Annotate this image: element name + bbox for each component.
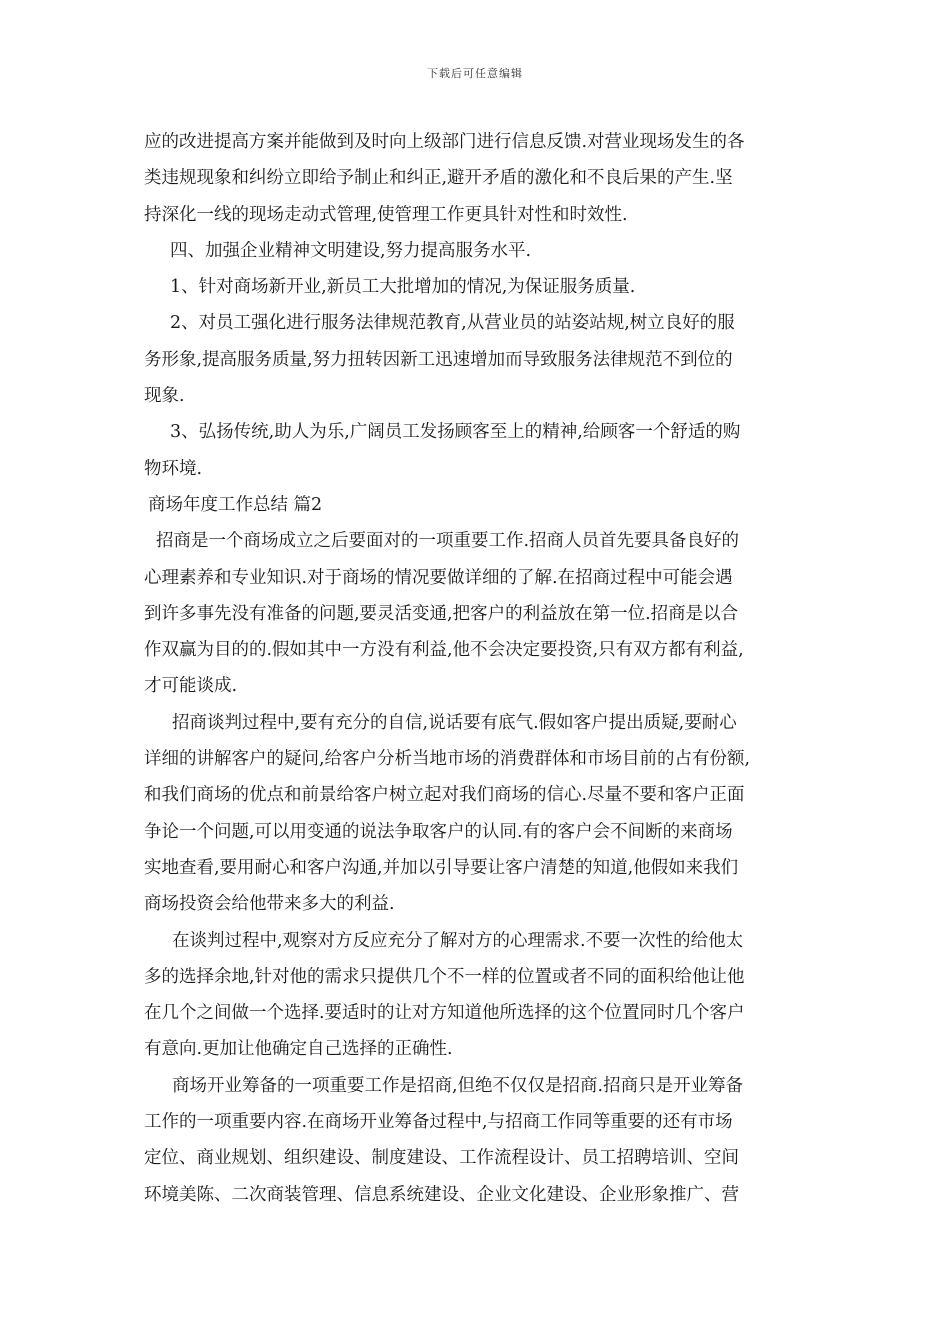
text-line: 类违规现象和纠纷立即给予制止和纠正,避开矛盾的激化和不良后果的产生.坚 <box>144 168 733 189</box>
list-item: 3、弘扬传统,助人为乐,广阔员工发扬顾客至上的精神,给顾客一个舒适的购 <box>170 422 741 443</box>
list-item: 1、针对商场新开业,新员工大批增加的情况,为保证服务质量. <box>170 277 636 298</box>
section-heading: 四、加强企业精神文明建设,努力提高服务水平. <box>170 240 532 261</box>
text-line: 应的改进提高方案并能做到及时向上级部门进行信息反馈.对营业现场发生的各 <box>144 132 745 152</box>
text-line: 务形象,提高服务质量,努力扭转因新工迅速增加而导致服务法律规范不到位的 <box>144 349 733 370</box>
article-title: 商场年度工作总结 篇2 <box>148 494 323 515</box>
paragraph-start: 在谈判过程中,观察对方反应充分了解对方的心理需求.不要一次性的给他太 <box>172 930 744 951</box>
text-line: 持深化一线的现场走动式管理,使管理工作更具针对性和时效性. <box>144 204 628 225</box>
text-line: 争论一个问题,可以用变通的说法争取客户的认同.有的客户会不间断的来商场 <box>144 821 733 842</box>
text-line: 工作的一项重要内容.在商场开业筹备过程中,与招商工作同等重要的还有市场 <box>144 1112 733 1133</box>
list-item: 2、对员工强化进行服务法律规范教育,从营业员的站姿站规,树立良好的服 <box>170 313 735 334</box>
text-line: 环境美陈、二次商装管理、信息系统建设、企业文化建设、企业形象推广、营 <box>144 1184 739 1205</box>
text-line: 定位、商业规划、组织建设、制度建设、工作流程设计、员工招聘培训、空间 <box>144 1148 739 1169</box>
page-header: 下载后可任意编辑 <box>427 67 523 80</box>
paragraph-start: 招商是一个商场成立之后要面对的一项重要工作.招商人员首先要具备良好的 <box>156 531 740 552</box>
text-line: 和我们商场的优点和前景给客户树立起对我们商场的信心.尽量不要和客户正面 <box>144 785 745 806</box>
text-line: 在几个之间做一个选择.要适时的让对方知道他所选择的这个位置同时几个客户 <box>144 1003 745 1024</box>
text-line: 实地查看,要用耐心和客户沟通,并加以引导要让客户清楚的知道,他假如来我们 <box>144 857 739 878</box>
text-line: 作双赢为目的的.假如其中一方没有利益,他不会决定要投资,只有双方都有利益, <box>144 640 744 661</box>
text-line: 现象. <box>144 386 185 407</box>
text-line: 才可能谈成. <box>144 676 238 697</box>
text-line: 多的选择余地,针对他的需求只提供几个不一样的位置或者不同的面积给他让他 <box>144 966 745 987</box>
text-line: 物环境. <box>144 458 203 479</box>
paragraph-start: 招商谈判过程中,要有充分的自信,说话要有底气.假如客户提出质疑,要耐心 <box>172 712 737 733</box>
text-line: 商场投资会给他带来多大的利益. <box>144 894 395 915</box>
text-line: 详细的讲解客户的疑问,给客户分析当地市场的消费群体和市场目前的占有份额, <box>144 749 751 770</box>
paragraph-start: 商场开业筹备的一项重要工作是招商,但绝不仅仅是招商.招商只是开业筹备 <box>172 1075 744 1096</box>
document-body <box>144 124 816 1213</box>
text-line: 有意向.更加让他确定自己选择的正确性. <box>144 1039 453 1060</box>
text-line: 心理素养和专业知识.对于商场的情况要做详细的了解.在招商过程中可能会遇 <box>144 567 733 588</box>
text-line: 到许多事先没有准备的问题,要灵活变通,把客户的利益放在第一位.招商是以合 <box>144 603 739 624</box>
